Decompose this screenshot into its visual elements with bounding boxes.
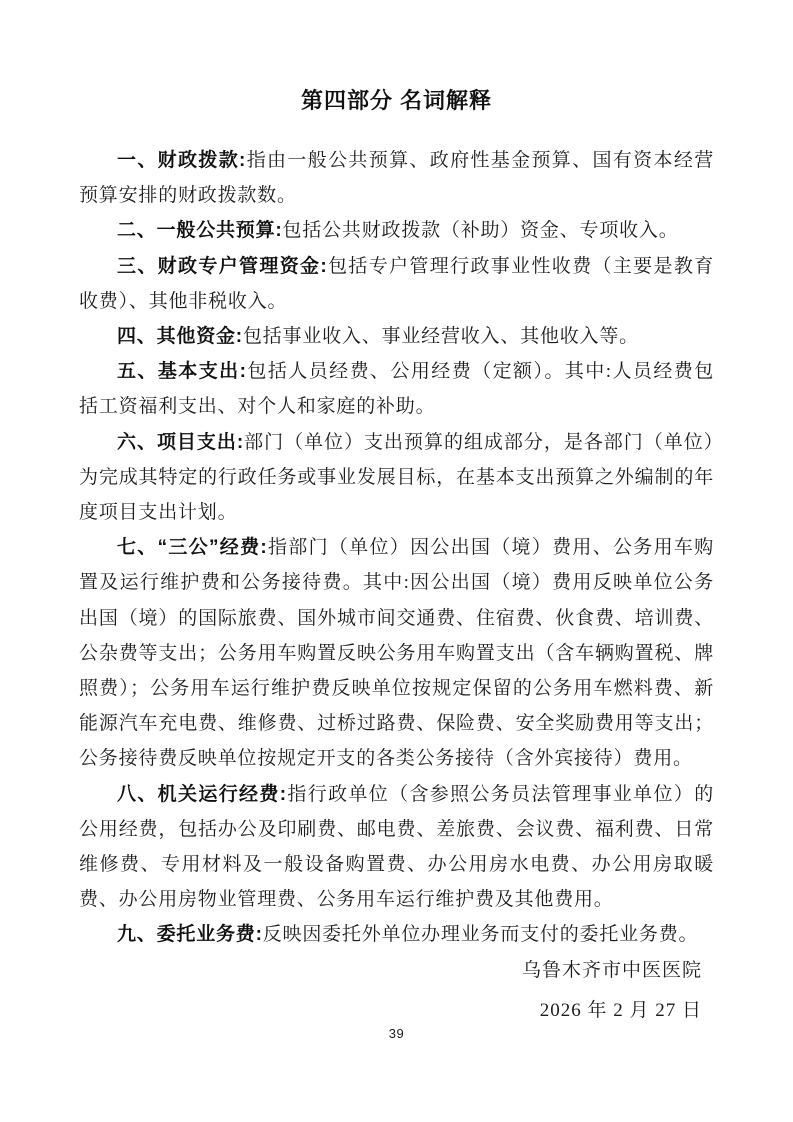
- term-label: 三、财政专户管理资金:: [117, 255, 328, 277]
- term-label: 二、一般公共预算:: [117, 220, 283, 242]
- term-paragraph: [79, 213, 714, 248]
- term-paragraph: [79, 530, 714, 776]
- term-definition: 包括事业收入、事业经营收入、其他收入等。: [242, 326, 639, 348]
- date: 2026 年 2 月 27 日: [539, 999, 702, 1021]
- page-title: 第四部分 名词解释: [300, 88, 493, 113]
- signature: 乌鲁木齐市中医医院: [521, 959, 702, 981]
- page-number: 39: [388, 1026, 405, 1041]
- term-definition: 指行政单位（含参照公务员法管理事业单位）的公用经费，包括办公及印刷费、邮电费、差旅费、会议费、福利费、日常维修费、专用材料及一般设备购置费、办公用房水电费、办公用房取暖费、办公用房物业管理费、公务用车运行维护费及其他费用。: [79, 783, 714, 911]
- term-label: 一、财政拨款:: [117, 150, 247, 171]
- term-paragraph: [79, 354, 714, 424]
- term-paragraph: [79, 249, 714, 319]
- term-paragraph: [79, 143, 714, 213]
- term-paragraph: [79, 917, 714, 952]
- term-definition: 指由一般公共预算、政府性基金预算、国有资本经营预算安排的财政拨款数。: [79, 150, 714, 207]
- term-label: 六、项目支出:: [117, 431, 244, 453]
- term-definition: 指部门（单位）因公出国（境）费用、公务用车购置及运行维护费和公务接待费。其中:因公出国（境）费用反映单位公务出国（境）的国际旅费、国外城市间交通费、住宿费、伙食费、培训费、公杂费等支出；公务用车购置反映公务用车购置支出（含车辆购置税、牌照费）；公务用车运行维护费反映单位按规定保留的公务用车燃料费、新能源汽车充电费、维修费、过桥过路费、保险费、安全奖励费用等支出；公务接待费反映单位按规定开支的各类公务接待（含外宾接待）费用。: [79, 537, 714, 770]
- term-definition: 反映因委托外单位办理业务而支付的委托业务费。: [262, 924, 699, 946]
- term-paragraph: [79, 777, 714, 918]
- term-label: 四、其他资金:: [117, 326, 243, 348]
- term-label: 五、基本支出:: [117, 361, 247, 383]
- term-definition: 包括公共财政拨款（补助）资金、专项收入。: [282, 220, 679, 242]
- term-paragraph: [79, 425, 714, 531]
- signature-block: [79, 953, 714, 1028]
- term-label: 九、委托业务费:: [117, 924, 263, 946]
- term-definition: 部门（单位）支出预算的组成部分，是各部门（单位）为完成其特定的行政任务或事业发展目标，在基本支出预算之外编制的年度项目支出计划。: [79, 431, 714, 524]
- term-definition: 包括专户管理行政事业性收费（主要是教育收费）、其他非税收入。: [79, 255, 714, 312]
- term-definition: 包括人员经费、公用经费（定额）。其中:人员经费包括工资福利支出、对个人和家庭的补助。: [79, 361, 714, 418]
- terms-list: [79, 143, 714, 953]
- term-paragraph: [79, 319, 714, 354]
- term-label: 七、“三公”经费:: [117, 537, 268, 559]
- term-label: 八、机关运行经费:: [117, 783, 287, 805]
